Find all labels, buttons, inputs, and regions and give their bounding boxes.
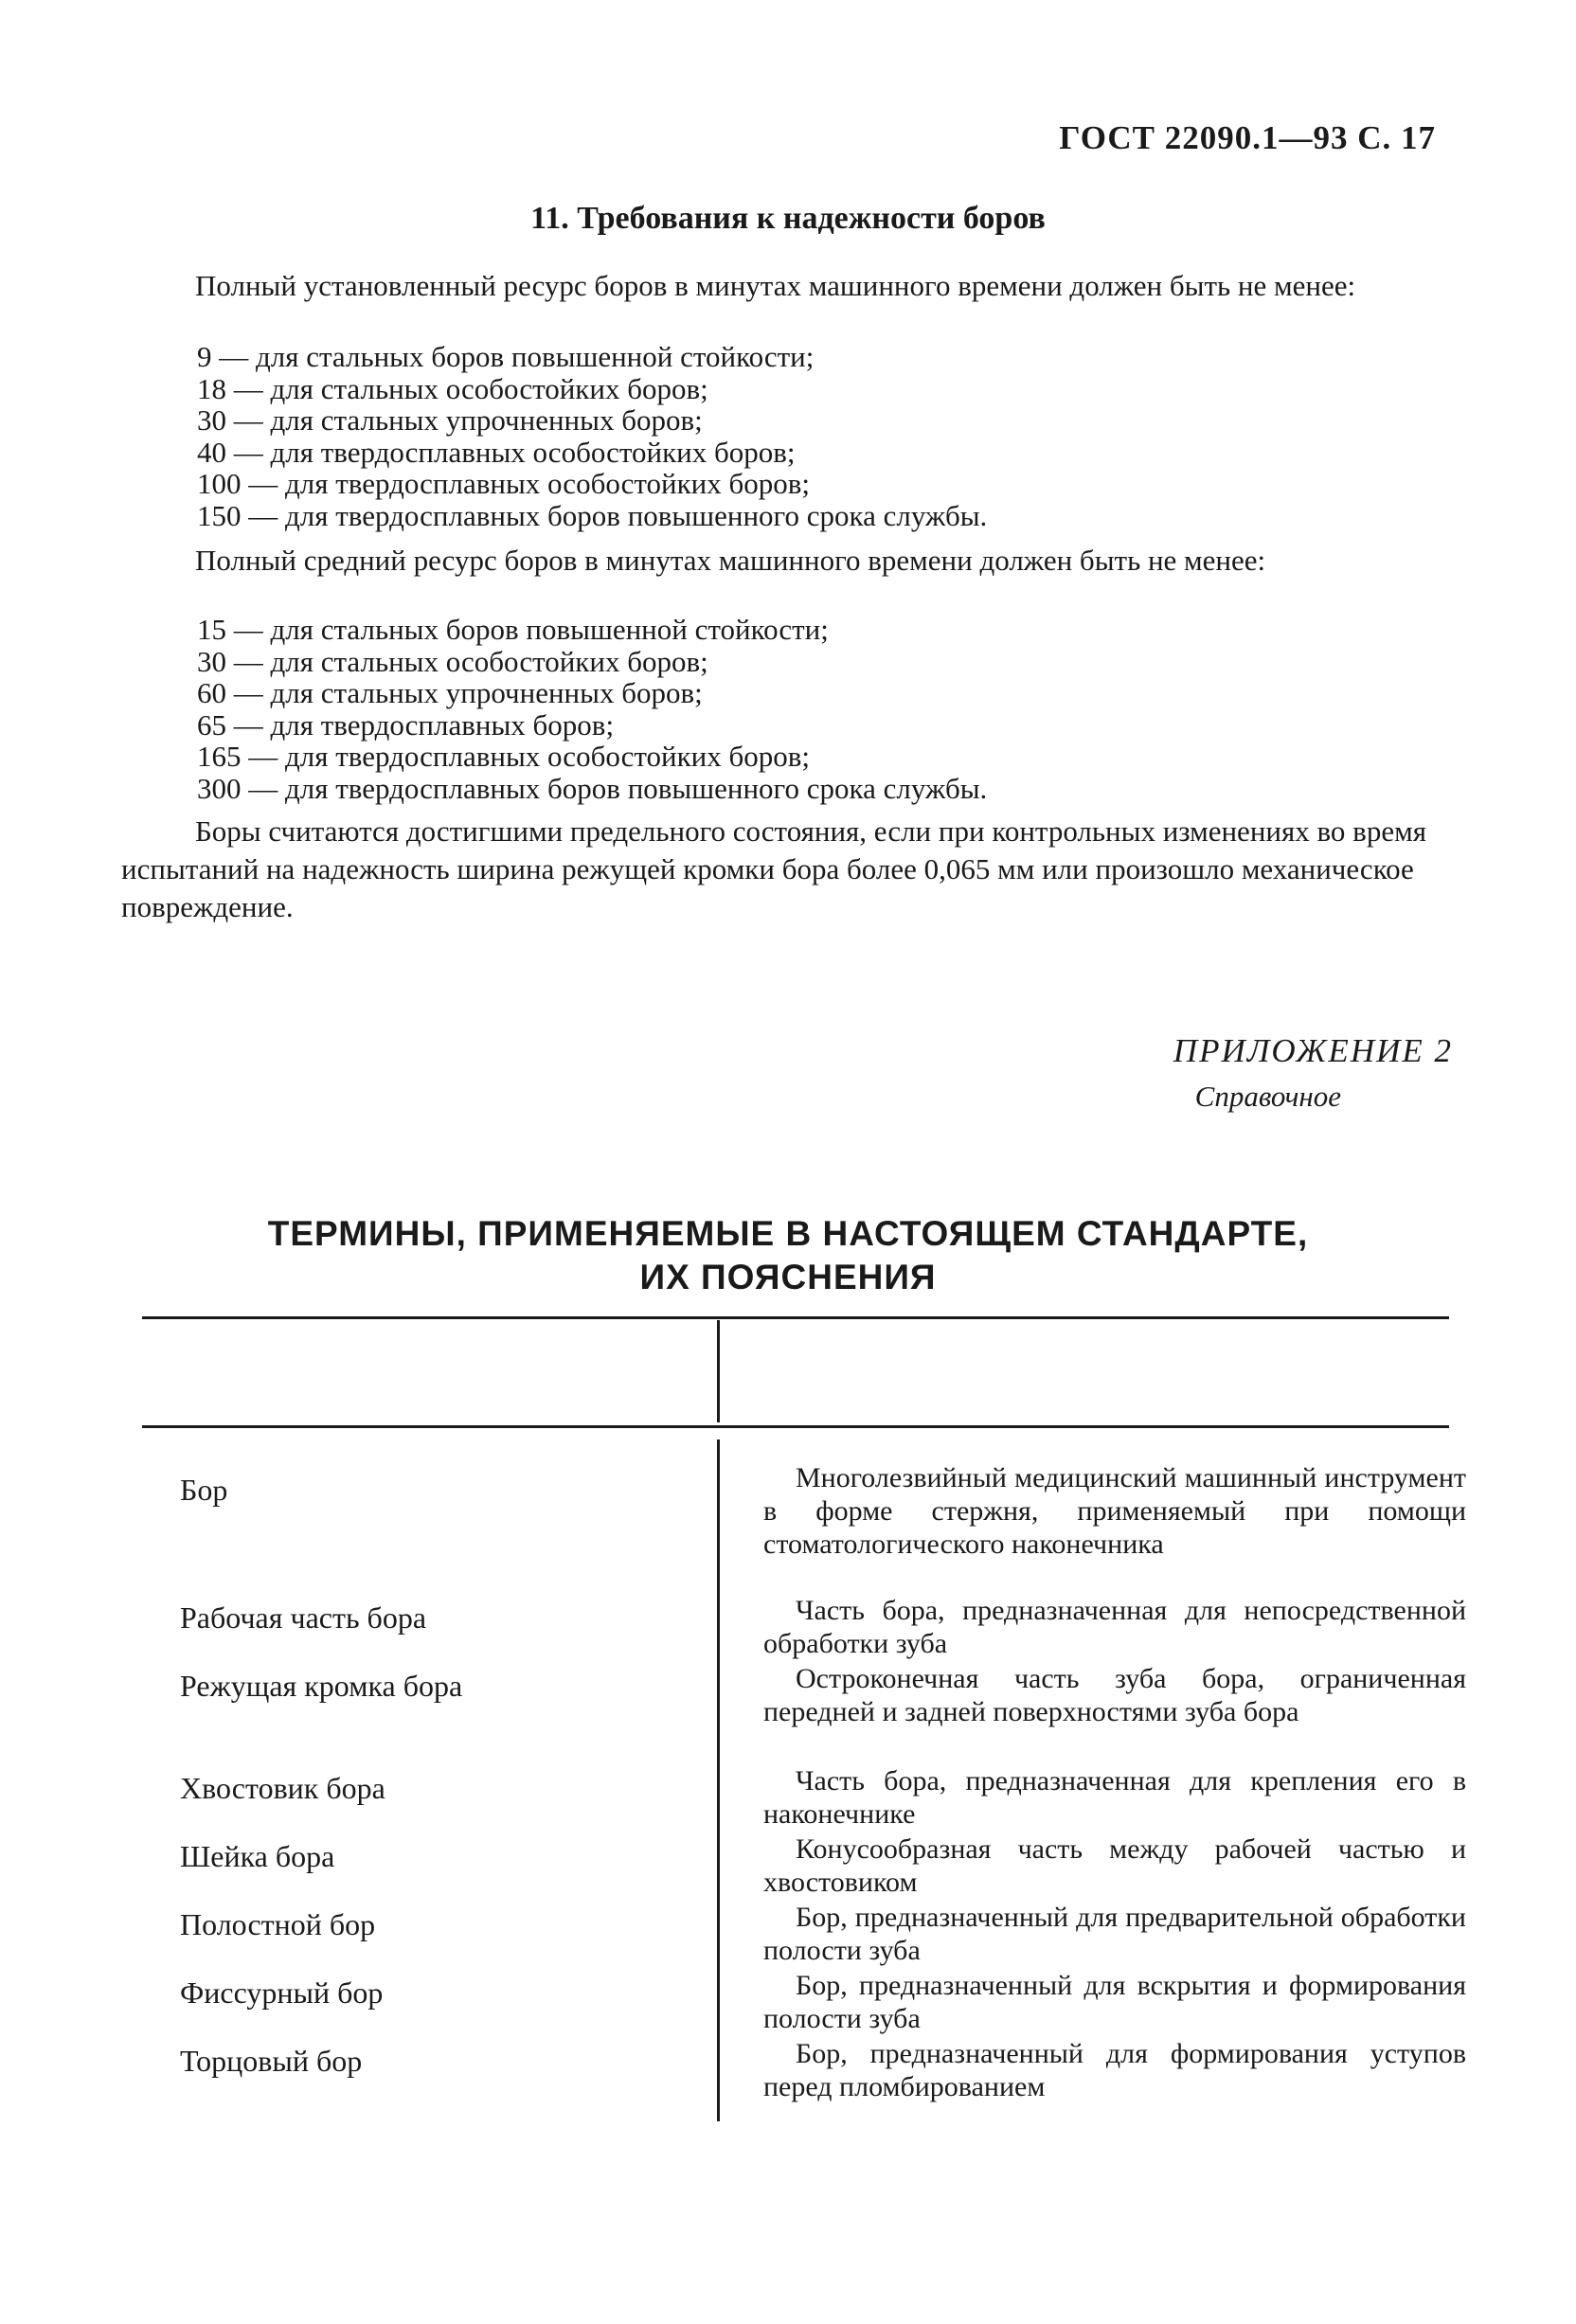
terms-title (0, 1212, 1576, 1299)
term-cavity-bur: Полостной бор (180, 1907, 376, 1941)
appendix-title: ПРИЛОЖЕНИЕ 2 (1173, 1032, 1453, 1069)
table-header-rule (142, 1425, 1449, 1428)
list-item: 65 — для твердосплавных боров; (197, 707, 615, 742)
definition-end-bur: Бор, предназначенный для формирования уступов перед пломбированием (763, 2038, 1466, 2102)
definition-fissure-bur: Бор, предназначенный для вскрытия и формирования полости зуба (763, 1970, 1466, 2034)
paragraph-limit-state: Боры считаются достигшими предельного состояния, если при контрольных изменениях во время испытаний на надежность ширина режущей кромки бора более 0,065 мм или произошло механическое повреждение. (121, 814, 1426, 923)
list-item: 30 — для стальных упрочненных боров; (197, 403, 703, 437)
term-end-bur: Торцовый бор (180, 2044, 363, 2078)
table-column-divider (717, 1439, 720, 2121)
terms-title-line-1: ТЕРМИНЫ, ПРИМЕНЯЕМЫЕ В НАСТОЯЩЕМ СТАНДАРТЕ, (267, 1214, 1309, 1253)
list-item: 18 — для стальных особостойких боров; (197, 371, 708, 405)
list-item: 30 — для стальных особостойких боров; (197, 644, 708, 678)
list-item: 9 — для стальных боров повышенной стойкости; (197, 340, 815, 373)
list-item: 165 — для твердосплавных особостойких боров; (197, 740, 811, 773)
list-item: 150 — для твердосплавных боров повышенного срока службы. (197, 498, 988, 532)
appendix-subtitle: Справочное (1194, 1080, 1341, 1113)
section-title: 11. Требования к надежности боров (530, 201, 1046, 236)
list-item: 15 — для стальных боров повышенной стойкости; (197, 613, 829, 646)
list-item: 100 — для твердосплавных особостойких боров; (197, 467, 811, 500)
term-neck: Шейка бора (180, 1839, 335, 1873)
definition-bur: Многолезвийный медицинский машинный инструмент в форме стержня, применяемый при помощи стоматологического наконечника (763, 1462, 1466, 1560)
list-item: 60 — для стальных упрочненных боров; (197, 676, 703, 709)
definition-cavity-bur: Бор, предназначенный для предварительной обработки полости зуба (763, 1902, 1466, 1966)
table-header-divider (717, 1320, 720, 1422)
definition-cutting-edge: Остроконечная часть зуба бора, ограниченная передней и задней поверхностями зуба бора (763, 1663, 1466, 1727)
page-header: ГОСТ 22090.1—93 С. 17 (1059, 119, 1436, 156)
paragraph-full-resource: Полный установленный ресурс боров в минутах машинного времени должен быть не менее: (195, 269, 1356, 302)
term-fissure-bur: Фиссурный бор (180, 1975, 384, 2010)
paragraph-average-resource: Полный средний ресурс боров в минутах машинного времени должен быть не менее: (195, 544, 1266, 577)
term-bur: Бор (180, 1473, 228, 1507)
list-item: 300 — для твердосплавных боров повышенного срока службы. (197, 771, 988, 805)
table-top-rule (142, 1316, 1449, 1319)
list-item: 40 — для твердосплавных особостойких боров; (197, 435, 796, 469)
terms-title-line-2: ИХ ПОЯСНЕНИЯ (639, 1258, 937, 1296)
term-shank: Хвостовик бора (180, 1771, 385, 1805)
definition-shank: Часть бора, предназначенная для крепления его в наконечнике (763, 1765, 1466, 1830)
definition-working-part: Часть бора, предназначенная для непосредственной обработки зуба (763, 1595, 1466, 1659)
term-cutting-edge: Режущая кромка бора (180, 1669, 463, 1703)
list-average-resource (197, 614, 987, 804)
definition-neck: Конусообразная часть между рабочей частью и хвостовиком (763, 1833, 1466, 1898)
list-full-resource (197, 341, 987, 531)
term-working-part: Рабочая часть бора (180, 1600, 427, 1635)
